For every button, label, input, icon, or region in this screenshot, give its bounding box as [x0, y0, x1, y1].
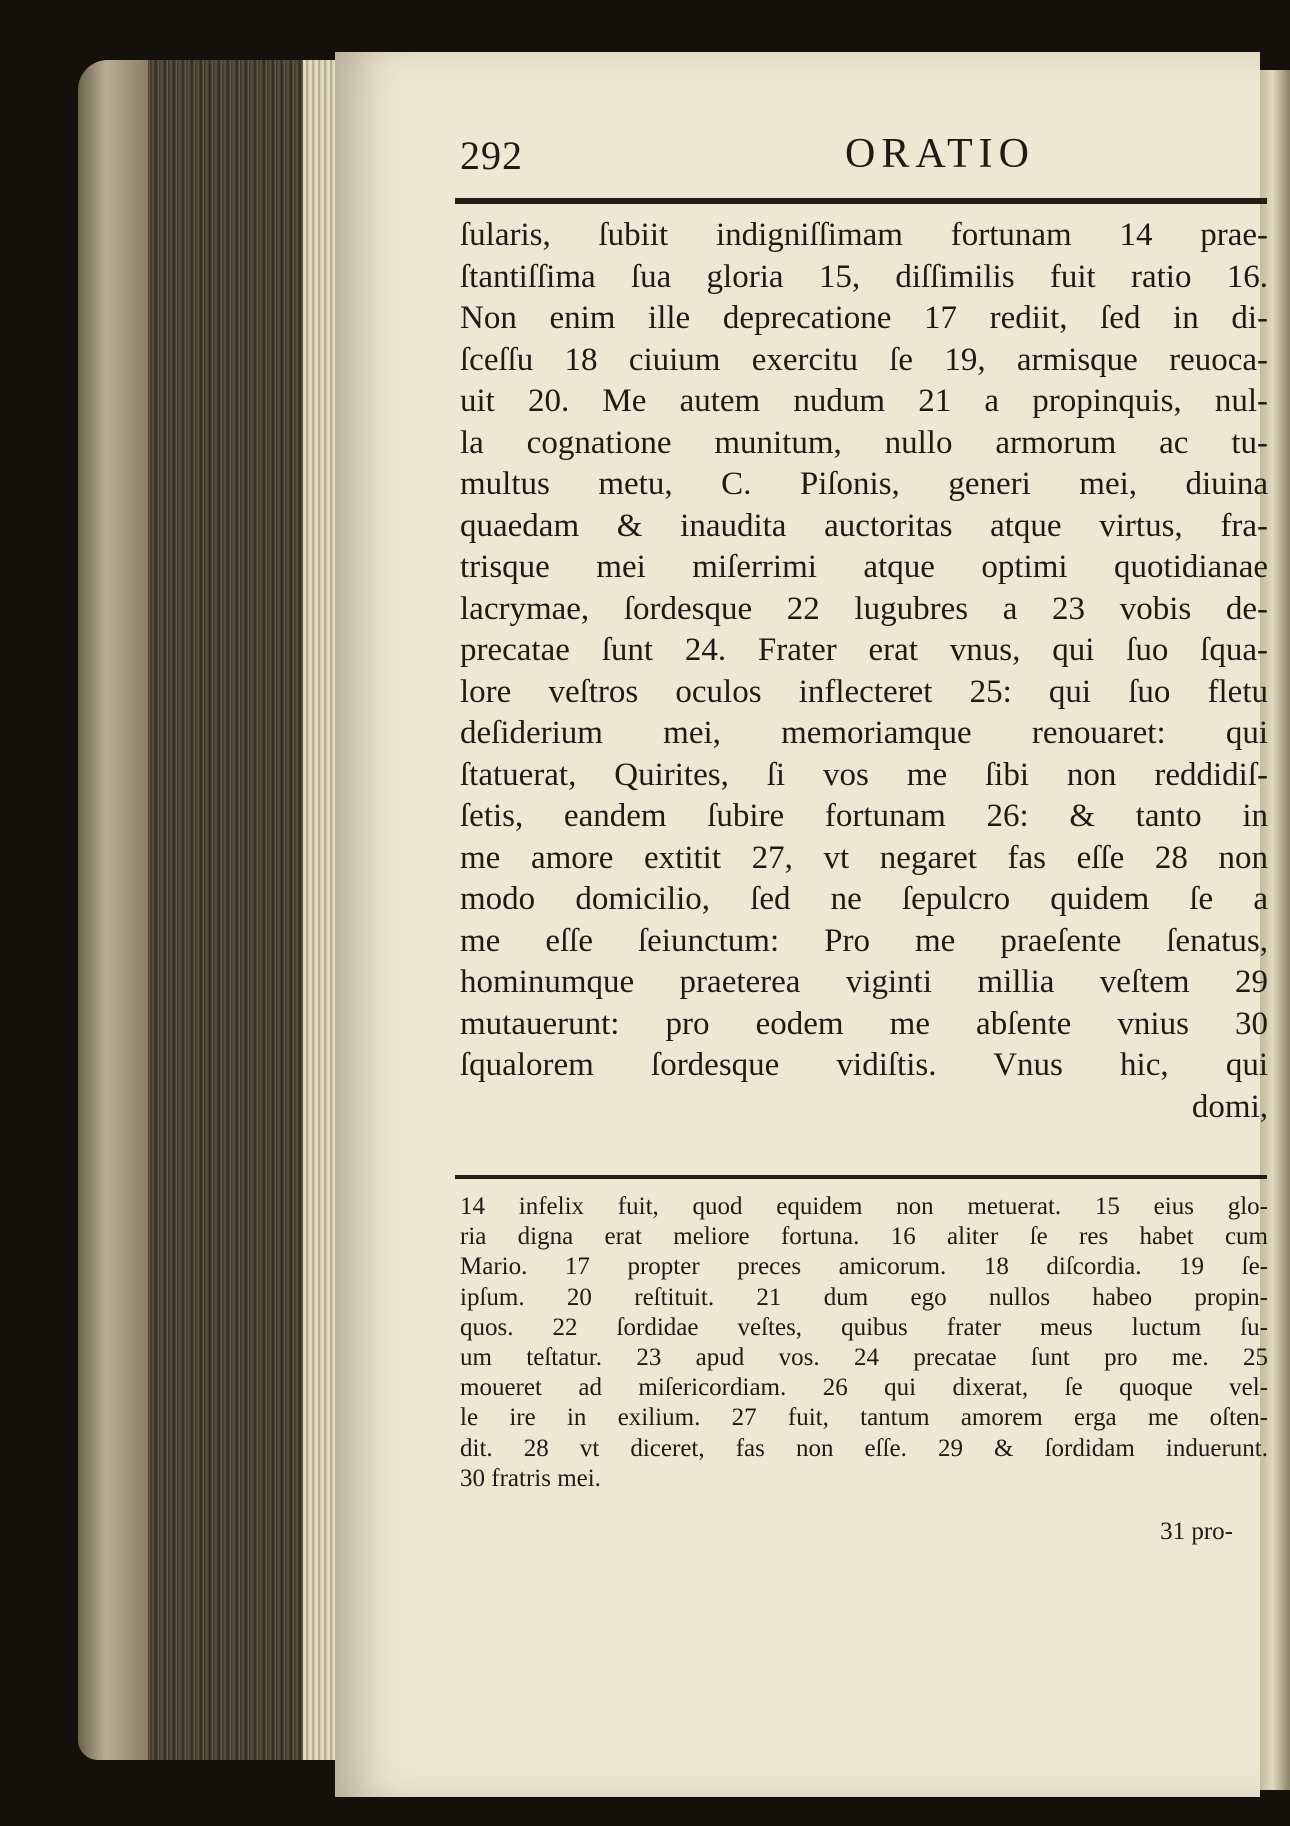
catchword: 31 pro- — [1160, 1518, 1233, 1545]
text-line: uit 20. Me autem nudum 21 a propinquis, nul- — [460, 383, 1268, 419]
text-line: ſtatuerat, Quirites, ſi vos me ſibi non reddidiſ- — [460, 756, 1268, 793]
text-line: deſiderium mei, memoriamque renouaret: qui — [460, 715, 1268, 751]
footnote-line: 14 infelix fuit, quod equidem non metuerat. 15 eius glo- — [460, 1193, 1268, 1220]
text-line-last: domi, — [1191, 1088, 1268, 1125]
text-line: me amore extitit 27, vt negaret fas eſſe 28 non — [460, 839, 1268, 876]
text-line: Non enim ille deprecatione 17 rediit, ſed in di- — [460, 300, 1268, 336]
footnote-line: ria digna erat meliore fortuna. 16 aliter ſe res habet cum — [460, 1223, 1268, 1251]
main-text-block — [460, 215, 1268, 1128]
text-line: ſularis, ſubiit indigniſſimam fortunam 14 prae- — [460, 217, 1268, 253]
text-line: multus metu, C. Piſonis, generi mei, diuina — [460, 466, 1268, 502]
text-line: ſtantiſſima ſua gloria 15, diſſimilis fuit ratio 16. — [460, 258, 1268, 295]
footnote-line: le ire in exilium. 27 fuit, tantum amorem erga me oſten- — [460, 1404, 1268, 1432]
text-line: trisque mei miſerrimi atque optimi quotidianae — [460, 549, 1268, 585]
page-header — [460, 130, 1280, 190]
page-number: 292 — [460, 133, 523, 178]
footnote-line: ipſum. 20 reſtituit. 21 dum ego nullos habeo propin- — [460, 1283, 1268, 1311]
text-line: ſqualorem ſordesque vidiſtis. Vnus hic, qui — [460, 1047, 1268, 1083]
text-line: modo domicilio, ſed ne ſepulcro quidem ſe a — [460, 881, 1268, 917]
text-line: ſetis, eandem ſubire fortunam 26: & tanto in — [460, 798, 1268, 834]
book-cover-edge — [78, 60, 148, 1760]
footnote-line: dit. 28 vt diceret, fas non eſſe. 29 & ſordidam induerunt. — [460, 1434, 1268, 1462]
text-line: lore veſtros oculos inflecteret 25: qui ſuo fletu — [460, 673, 1268, 710]
footnote-line: Mario. 17 propter preces amicorum. 18 diſcordia. 19 ſe- — [460, 1253, 1268, 1281]
book-page-stack — [78, 60, 358, 1760]
footnote-line: quos. 22 ſordidae veſtes, quibus frater meus luctum ſu- — [460, 1313, 1268, 1341]
text-line: ſceſſu 18 ciuium exercitu ſe 19, armisque reuoca- — [460, 341, 1268, 378]
footnote-line: 30 fratris mei. — [460, 1464, 601, 1492]
text-line: mutauerunt: pro eodem me abſente vnius 30 — [460, 1005, 1268, 1042]
text-line: la cognatione munitum, nullo armorum ac tu- — [460, 424, 1268, 461]
running-title: ORATIO — [845, 131, 1035, 177]
text-line: me eſſe ſeiunctum: Pro me praeſente ſenatus, — [460, 922, 1268, 959]
footnote-rule — [455, 1175, 1267, 1179]
text-line: precatae ſunt 24. Frater erat vnus, qui ſuo ſqua- — [460, 632, 1268, 668]
footnotes-block — [460, 1192, 1268, 1494]
text-line: lacrymae, ſordesque 22 lugubres a 23 vobis de- — [460, 590, 1268, 627]
footnote-line: um teſtatur. 23 apud vos. 24 precatae ſunt pro me. 25 — [460, 1343, 1268, 1371]
footnote-line: moueret ad miſericordiam. 26 qui dixerat, ſe quoque vel- — [460, 1374, 1268, 1402]
text-line: quaedam & inaudita auctoritas atque virtus, fra- — [460, 507, 1268, 544]
header-rule — [455, 198, 1267, 204]
text-line: hominumque praeterea viginti millia veſtem 29 — [460, 964, 1268, 1000]
